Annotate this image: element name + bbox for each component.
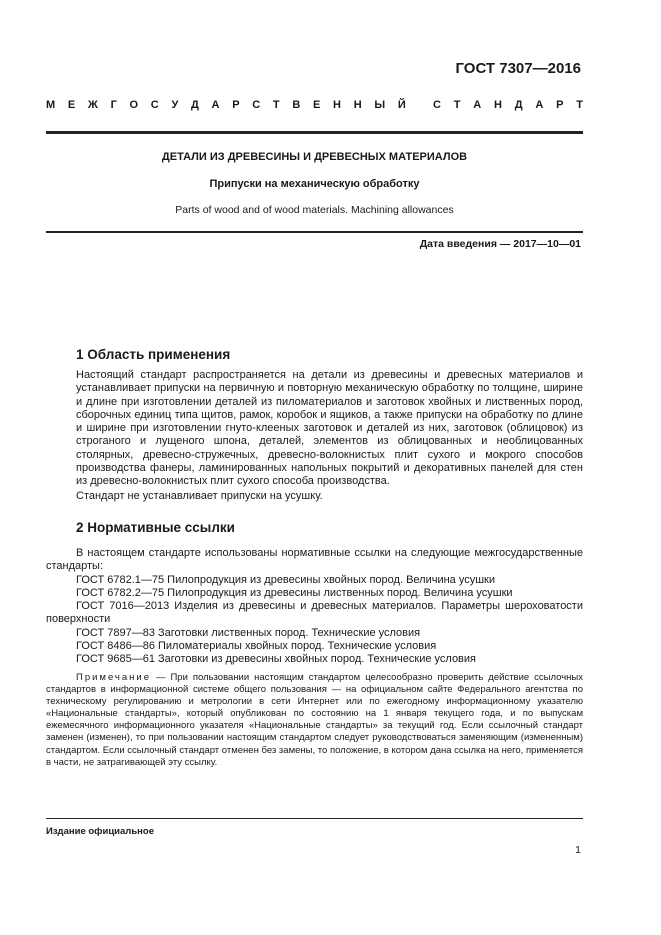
document-number: ГОСТ 7307—2016 — [455, 60, 581, 77]
banner-letter: Д — [191, 99, 199, 111]
document-subtitle: Припуски на механическую обработку — [209, 178, 420, 190]
reference-item: ГОСТ 8486—86 Пиломатериалы хвойных пород. Технические условия — [76, 640, 437, 653]
banner-letter: Т — [576, 99, 583, 111]
banner-letter: Ж — [87, 99, 98, 111]
scope-paragraph-2 — [76, 490, 583, 503]
page-number: 1 — [575, 844, 581, 856]
note-text: — При пользовании настоящим стандартом целесообразно проверить действие ссылочных стандартов в информационной системе общего пользования — на официальном сайте Федерального агентства по техническому регулированию и метрологии в сети Интернет или по ежегодному информационному указателю «Национальные стандарты», который опубликован по состоянию на 1 января текущего года, и по выпускам ежемесячного информационного указателя «Национальные стандарты» за текущий год. Если ссылочный стандарт заменен (изменен), то при пользовании настоящим стандартом следует руководствоваться заменяющим (измененным) стандартом. Если ссылочный стандарт отменен без замены, то положение, в котором дана ссылка на него, применяется в части, не затрагивающей эту ссылку. — [46, 672, 583, 768]
banner-letter: Т — [453, 99, 461, 111]
note-label: Примечание — [76, 672, 151, 683]
reference-list — [46, 574, 583, 667]
edition-label: Издание официальное — [46, 826, 154, 837]
document-title: ДЕТАЛИ ИЗ ДРЕВЕСИНЫ И ДРЕВЕСНЫХ МАТЕРИАЛОВ — [161, 151, 468, 163]
banner-letter: Й — [397, 99, 406, 111]
banner-letter: А — [473, 99, 482, 111]
references-intro: В настоящем стандарте использованы нормативные ссылки на следующие межгосударственные стандарты: — [46, 547, 583, 573]
banner-letter: Ы — [374, 99, 386, 111]
banner-letter: Е — [313, 99, 321, 111]
references-block — [46, 547, 583, 667]
english-title: Parts of wood and of wood materials. Machining allowances — [175, 204, 454, 216]
reference-item: ГОСТ 7016—2013 Изделия из древесины и древесных материалов. Параметры шероховатости поверхности — [46, 600, 583, 626]
banner-letter: Г — [110, 99, 117, 111]
scope-text-2: Стандарт не устанавливает припуски на усушку. — [76, 490, 323, 502]
reference-item: ГОСТ 9685—61 Заготовки из древесины хвойных пород. Технические условия — [76, 653, 477, 666]
reference-item: ГОСТ 7897—83 Заготовки лиственных пород. Технические условия — [76, 626, 421, 639]
banner-letter: А — [535, 99, 544, 111]
banner-letter: Н — [333, 99, 341, 111]
banner-letter: Т — [272, 99, 280, 111]
standard-banner — [46, 99, 583, 111]
banner-letter: Н — [493, 99, 502, 111]
banner-letter: С — [150, 99, 159, 111]
banner-letter: Е — [67, 99, 76, 111]
banner-letter: В — [292, 99, 301, 111]
introduction-date: Дата введения — 2017—10—01 — [419, 238, 581, 250]
banner-letter: Р — [232, 99, 240, 111]
reference-item: ГОСТ 6782.2—75 Пилопродукция из древесины лиственных пород. Величина усушки — [76, 586, 513, 599]
banner-letter: Р — [556, 99, 564, 111]
title-rule — [46, 231, 583, 233]
banner-letter: У — [171, 99, 179, 111]
reference-item: ГОСТ 6782.1—75 Пилопродукция из древесины хвойных пород. Величина усушки — [76, 573, 496, 586]
header-rule — [46, 131, 583, 134]
banner-standard — [433, 99, 583, 111]
banner-letter: А — [211, 99, 220, 111]
banner-interstate — [46, 99, 406, 111]
banner-letter: О — [129, 99, 139, 111]
banner-letter: М — [46, 99, 56, 111]
banner-letter: С — [433, 99, 441, 111]
banner-letter: Д — [514, 99, 523, 111]
section-heading-scope: 1 Область применения — [76, 347, 231, 362]
scope-text: Настоящий стандарт распространяется на детали из древесины и древесных материалов и устанавливает припуски на первичную и повторную механическую обработку по толщине, ширине и длине при изготовлении деталей из пиломатериалов и заготовок хвойных и лиственных пород, сборочных единиц типа щитов, рамок, коробок и ящиков, а также припуски на обработку по длине и ширине при изготовлении гнуто-клееных заготовок и деталей из них, заготовок (облицовок) из строганого и лущеного шпона, деталей, элементов из облицованных и необлицованных столярных, древесно-стружечных, древесно-волокнистых плит сухого и мокрого способов производства фанеры, ламинированных напольных покрытий и декоративных панелей для стен из древесно-волокнистых плит сухого способа производства. — [76, 369, 583, 488]
banner-letter: С — [252, 99, 261, 111]
banner-letter: Н — [353, 99, 362, 111]
footer-rule — [46, 818, 583, 819]
scope-paragraph — [76, 369, 583, 489]
references-note — [46, 672, 583, 769]
section-heading-references: 2 Нормативные ссылки — [76, 520, 235, 535]
